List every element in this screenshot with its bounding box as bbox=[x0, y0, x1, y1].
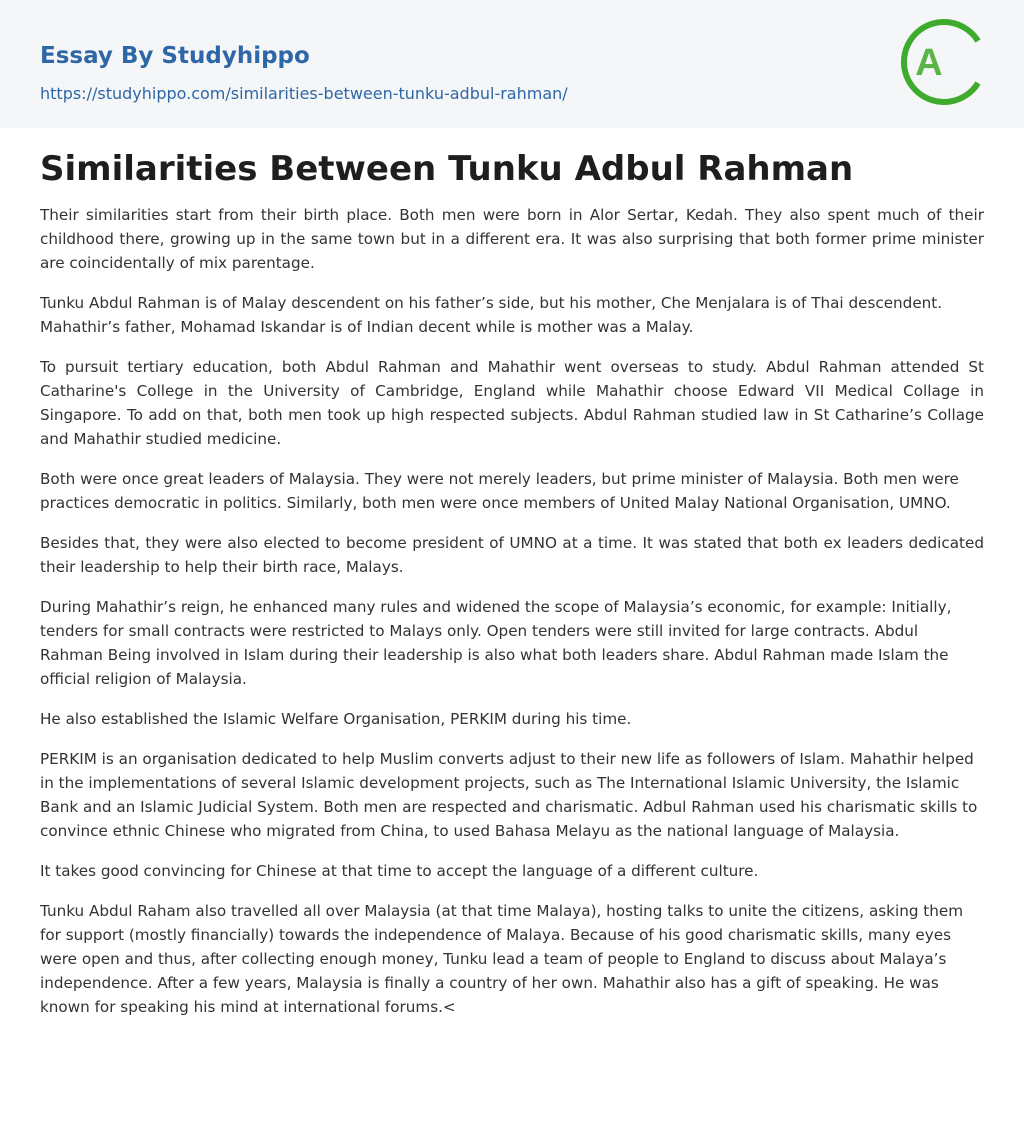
essay-title: Similarities Between Tunku Adbul Rahman bbox=[40, 149, 854, 189]
essay-paragraph: To pursuit tertiary education, both Abdul Rahman and Mahathir went overseas to study. Abdul Rahman attended St Catharine's College in the University of Cambridge, England while Mahathir choose Edward VII Medical Collage in Singapore. To add on that, both men took up high respected subjects. Abdul Rahman studied law in St Catharine’s Collage and Mahathir studied medicine. bbox=[40, 358, 984, 448]
essay-paragraph: He also established the Islamic Welfare Organisation, PERKIM during his time. bbox=[40, 710, 632, 728]
essay-paragraph: Tunku Abdul Rahman is of Malay descendent on his father’s side, but his mother, Che Menjalara is of Thai descendent. Mahathir’s father, Mohamad Iskandar is of Indian decent while is mother was a Malay. bbox=[40, 294, 943, 336]
essay-url-link[interactable]: https://studyhippo.com/similarities-between-tunku-adbul-rahman/ bbox=[40, 84, 568, 103]
studyhippo-logo-icon[interactable] bbox=[900, 19, 986, 105]
essay-paragraph: Both were once great leaders of Malaysia. They were not merely leaders, but prime minister of Malaysia. Both men were practices democratic in politics. Similarly, both men were once members of United Malay National Organisation, UMNO. bbox=[40, 470, 959, 512]
essay-content bbox=[0, 128, 1024, 1019]
essay-paragraph: Their similarities start from their birth place. Both men were born in Alor Sertar, Kedah. They also spent much of their childhood there, growing up in the same town but in a different era. It was also surprising that both former prime minister are coincidentally of mix parentage. bbox=[40, 206, 984, 272]
essay-paragraph: Tunku Abdul Raham also travelled all over Malaysia (at that time Malaya), hosting talks to unite the citizens, asking them for support (mostly financially) towards the independence of Malaya. Because of his good charismatic skills, many eyes were open and thus, after collecting enough money, Tunku lead a team of people to England to discuss about Malaya’s independence. After a few years, Malaysia is finally a country of her own. Mahathir also has a gift of speaking. He was known for speaking his mind at international forums.< bbox=[40, 902, 964, 1016]
brand-title[interactable]: Essay By Studyhippo bbox=[40, 43, 310, 69]
logo-letter: A bbox=[915, 42, 943, 84]
site-header bbox=[0, 0, 1024, 128]
essay-paragraph: It takes good convincing for Chinese at that time to accept the language of a different culture. bbox=[40, 862, 759, 880]
essay-paragraph: PERKIM is an organisation dedicated to help Muslim converts adjust to their new life as followers of Islam. Mahathir helped in the implementations of several Islamic development projects, such as The International Islamic University, the Islamic Bank and an Islamic Judicial System. Both men are respected and charismatic. Adbul Rahman used his charismatic skills to convince ethnic Chinese who migrated from China, to used Bahasa Melayu as the national language of Malaysia. bbox=[40, 750, 978, 840]
essay-paragraph: During Mahathir’s reign, he enhanced many rules and widened the scope of Malaysia’s economic, for example: Initially, tenders for small contracts were restricted to Malays only. Open tenders were still invited for large contracts. Abdul Rahman Being involved in Islam during their leadership is also what both leaders share. Abdul Rahman made Islam the official religion of Malaysia. bbox=[40, 598, 952, 688]
essay-paragraph: Besides that, they were also elected to become president of UMNO at a time. It was stated that both ex leaders dedicated their leadership to help their birth race, Malays. bbox=[40, 534, 984, 576]
